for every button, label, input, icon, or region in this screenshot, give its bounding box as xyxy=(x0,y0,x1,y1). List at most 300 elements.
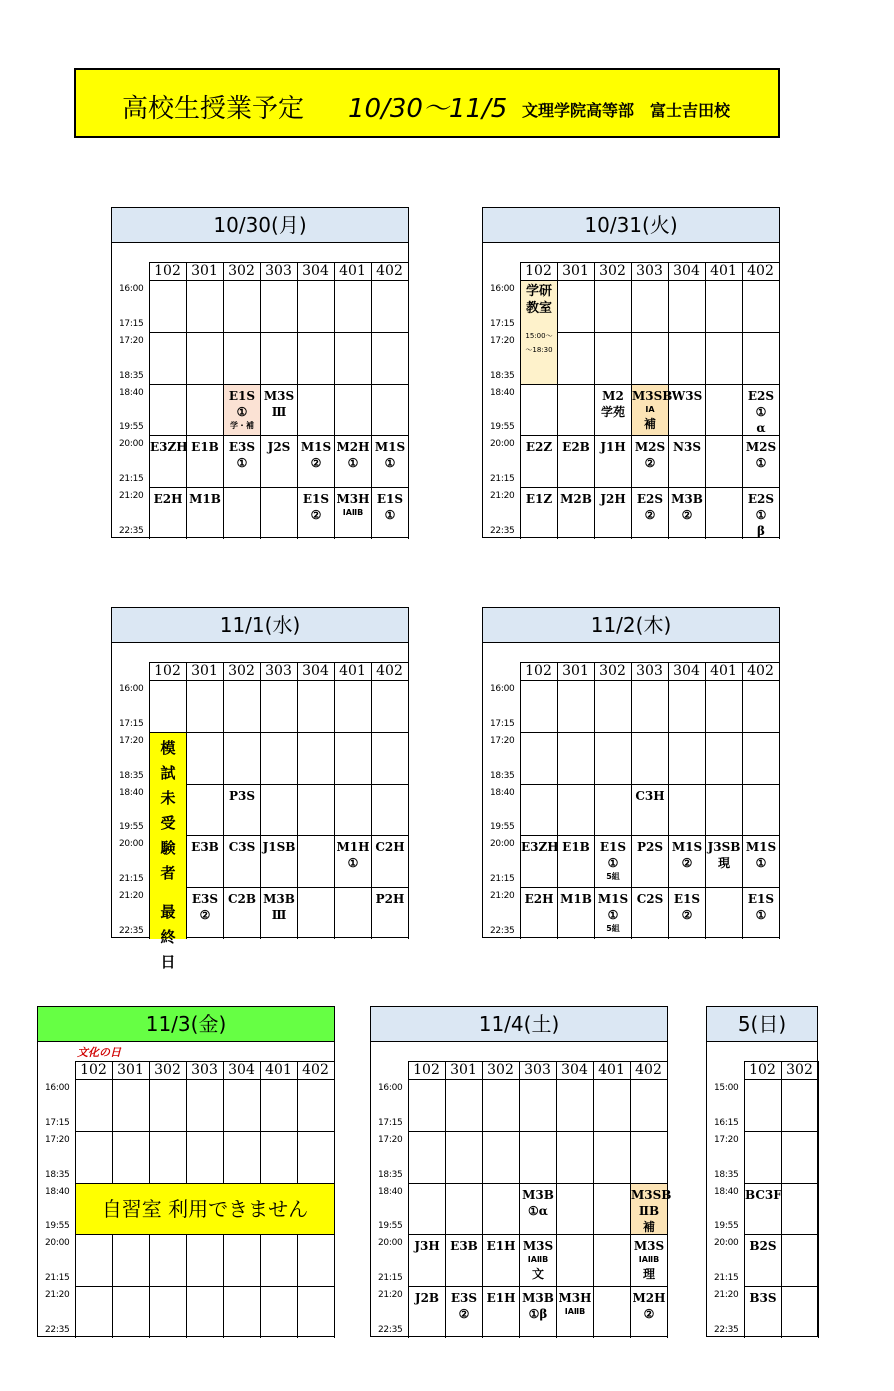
period-start-time: 18:40 xyxy=(490,387,515,398)
period-start-time: 16:00 xyxy=(119,684,144,694)
lab-classroom-note xyxy=(521,281,557,384)
class-entry-line: J1SB xyxy=(262,840,296,855)
class-entry xyxy=(187,436,223,487)
class-entry xyxy=(558,888,594,939)
class-entry xyxy=(335,436,371,487)
room-header: 301 xyxy=(562,663,589,679)
day-header: 11/1(水) xyxy=(112,608,408,643)
room-header: 402 xyxy=(635,1062,662,1078)
class-entry xyxy=(632,385,673,436)
class-entry-line: M2 xyxy=(602,388,624,403)
period-start-time: 18:40 xyxy=(45,1186,70,1197)
period-start-time: 21:20 xyxy=(490,891,515,902)
period-end-time: 18:35 xyxy=(490,770,515,781)
period-start-time: 20:00 xyxy=(378,1238,403,1249)
period-end-time: 17:15 xyxy=(45,1117,70,1128)
period-end-time: 22:35 xyxy=(45,1325,70,1335)
class-entry-line: ② xyxy=(644,508,656,523)
class-entry xyxy=(335,488,371,539)
class-entry xyxy=(409,1287,445,1338)
class-entry-line: M3B xyxy=(671,492,703,507)
class-entry xyxy=(595,836,631,887)
day-table xyxy=(37,1006,335,1337)
class-entry xyxy=(520,1287,556,1338)
class-entry-line: ① xyxy=(755,404,767,419)
class-entry-line: N3S xyxy=(673,440,701,455)
class-entry xyxy=(595,888,631,939)
class-entry-line: β xyxy=(757,524,765,539)
grid-line xyxy=(75,1234,334,1235)
lab-note-line: 教室 xyxy=(525,301,552,316)
vertical-char: 者 xyxy=(160,863,176,882)
day-table xyxy=(482,207,780,538)
class-entry-line: J2H xyxy=(600,492,626,507)
class-entry-line: 5組 xyxy=(606,924,620,934)
class-entry-line: E1Z xyxy=(525,492,553,507)
banner-school-name: 文理学院高等部 富士吉田校 xyxy=(522,101,731,120)
closed-notice: 自習室 利用できません xyxy=(76,1184,334,1235)
grid-line xyxy=(75,1286,334,1287)
class-entry xyxy=(150,488,186,539)
vertical-char: 終 xyxy=(160,927,176,946)
class-entry xyxy=(631,1235,667,1286)
grid-line xyxy=(705,262,706,539)
class-entry xyxy=(743,385,779,436)
class-entry xyxy=(224,836,260,887)
class-entry-line: Ⅲ xyxy=(271,404,287,419)
vertical-char: 受 xyxy=(160,813,176,832)
room-header: 302 xyxy=(228,263,255,279)
class-entry xyxy=(224,785,260,836)
class-entry-line: E2H xyxy=(524,892,554,907)
room-header: 303 xyxy=(265,663,292,679)
class-entry xyxy=(595,488,631,539)
class-entry xyxy=(187,488,223,539)
class-entry-line: ② xyxy=(458,1307,470,1322)
class-entry xyxy=(743,888,779,939)
period-start-time: 15:00 xyxy=(714,1083,739,1093)
class-entry xyxy=(372,436,408,487)
room-header: 303 xyxy=(636,263,663,279)
room-header: 301 xyxy=(450,1062,477,1078)
class-entry xyxy=(335,836,371,887)
class-entry-line: ① xyxy=(607,856,619,871)
room-header: 303 xyxy=(524,1062,551,1078)
grid-line xyxy=(520,680,779,681)
class-entry xyxy=(372,836,408,887)
class-entry-line: E1B xyxy=(191,440,219,455)
period-start-time: 20:00 xyxy=(119,439,144,450)
class-entry xyxy=(409,1235,445,1286)
room-header: 102 xyxy=(154,263,181,279)
period-start-time: 21:20 xyxy=(119,891,144,902)
period-start-time: 17:20 xyxy=(490,735,515,746)
class-entry-line: M2S xyxy=(634,440,666,455)
class-entry-line: W3S xyxy=(671,388,703,403)
class-entry-line: M3H xyxy=(558,1291,592,1306)
class-entry xyxy=(557,1287,593,1338)
class-entry-line: ① xyxy=(347,456,359,471)
class-entry-line: ⅠA xyxy=(645,404,655,414)
class-entry-line: M1H xyxy=(336,840,370,855)
class-entry-line: ② xyxy=(643,1307,655,1322)
class-entry-line: M2H xyxy=(336,440,370,455)
class-entry xyxy=(261,836,297,887)
period-end-time: 17:15 xyxy=(490,318,515,329)
day-header: 10/31(火) xyxy=(483,208,779,243)
day-table xyxy=(111,207,409,538)
class-entry-line: M1B xyxy=(189,492,221,507)
class-entry-line: E1S xyxy=(599,840,627,855)
class-entry-line: E3S xyxy=(191,892,219,907)
period-end-time: 18:35 xyxy=(119,770,144,781)
class-entry xyxy=(631,1287,667,1338)
room-header: 301 xyxy=(117,1062,144,1078)
period-start-time: 16:00 xyxy=(378,1083,403,1093)
period-start-time: 20:00 xyxy=(490,439,515,450)
class-entry-line: E3ZH xyxy=(521,840,559,855)
class-entry-line: ① xyxy=(236,404,248,419)
class-entry-line: J2S xyxy=(267,440,291,455)
grid-line xyxy=(520,280,779,281)
class-entry-line: ⅠAⅡB xyxy=(638,1255,660,1265)
class-entry xyxy=(521,488,557,539)
class-entry xyxy=(669,836,705,887)
grid-line xyxy=(149,280,408,281)
period-end-time: 19:55 xyxy=(45,1221,70,1232)
class-entry xyxy=(521,888,557,939)
period-end-time: 22:35 xyxy=(490,926,515,936)
day-table xyxy=(482,607,780,938)
period-start-time: 17:20 xyxy=(378,1134,403,1145)
grid-line xyxy=(520,332,779,333)
class-entry-line: M1S xyxy=(745,840,777,855)
class-entry-line: ① xyxy=(755,908,767,923)
class-entry-line: 文 xyxy=(531,1267,544,1282)
period-start-time: 17:20 xyxy=(714,1134,739,1145)
period-end-time: 19:55 xyxy=(119,822,144,833)
class-entry-line: J2B xyxy=(414,1291,440,1306)
grid-line xyxy=(149,332,408,333)
period-start-time: 20:00 xyxy=(714,1238,739,1249)
class-entry xyxy=(745,1235,781,1286)
room-header: 301 xyxy=(191,663,218,679)
period-end-time: 17:15 xyxy=(119,318,144,329)
class-entry xyxy=(150,436,186,487)
class-entry xyxy=(298,488,334,539)
period-start-time: 16:00 xyxy=(45,1083,70,1093)
class-entry-line: ① xyxy=(607,908,619,923)
room-header: 304 xyxy=(302,263,329,279)
grid-line xyxy=(779,662,780,939)
class-entry xyxy=(521,436,557,487)
class-entry xyxy=(669,888,705,939)
class-entry-line: ② xyxy=(199,908,211,923)
class-entry-line: E3B xyxy=(450,1239,478,1254)
room-header: 401 xyxy=(710,263,737,279)
class-entry-line: ② xyxy=(681,908,693,923)
room-header: 102 xyxy=(525,263,552,279)
grid-line xyxy=(818,1061,819,1338)
class-entry-line: M3S xyxy=(522,1239,554,1254)
period-start-time: 21:20 xyxy=(490,491,515,502)
lab-note-time: 15:00〜 xyxy=(525,332,553,340)
period-end-time: 22:35 xyxy=(119,926,144,936)
class-entry xyxy=(372,488,408,539)
class-entry-line: E2S xyxy=(747,492,775,507)
period-start-time: 16:00 xyxy=(490,284,515,294)
class-entry-line: B3S xyxy=(749,1291,777,1306)
class-entry-line: C2S xyxy=(636,892,664,907)
class-entry xyxy=(520,1184,556,1235)
period-end-time: 19:55 xyxy=(714,1221,739,1232)
room-header: 102 xyxy=(749,1062,776,1078)
class-entry-line: C3H xyxy=(635,788,665,803)
period-end-time: 21:15 xyxy=(490,874,515,885)
room-header: 402 xyxy=(376,663,403,679)
class-entry-line: ② xyxy=(310,456,322,471)
class-entry-line: E3S xyxy=(450,1291,478,1306)
exam-vertical-note xyxy=(150,733,186,971)
class-entry-line: E3S xyxy=(228,440,256,455)
period-start-time: 21:20 xyxy=(119,491,144,502)
period-end-time: 22:35 xyxy=(490,526,515,536)
room-header: 102 xyxy=(80,1062,107,1078)
room-header: 301 xyxy=(562,263,589,279)
class-entry xyxy=(743,836,779,887)
room-header: 303 xyxy=(265,263,292,279)
day-table xyxy=(706,1006,818,1337)
room-header: 102 xyxy=(525,663,552,679)
class-entry xyxy=(483,1287,519,1338)
period-end-time: 18:35 xyxy=(714,1169,739,1180)
class-entry xyxy=(595,385,631,436)
class-entry xyxy=(558,436,594,487)
class-entry-line: E3ZH xyxy=(150,440,188,455)
class-entry-line: P2S xyxy=(636,840,664,855)
class-entry-line: ① xyxy=(384,508,396,523)
class-entry-line: ② xyxy=(644,456,656,471)
period-end-time: 21:15 xyxy=(378,1273,403,1284)
room-header: 304 xyxy=(673,663,700,679)
class-entry xyxy=(669,488,705,539)
class-entry-line: ① xyxy=(755,856,767,871)
class-entry-line: ①β xyxy=(528,1307,548,1322)
class-entry xyxy=(632,888,668,939)
class-entry-line: ① xyxy=(384,456,396,471)
period-end-time: 17:15 xyxy=(378,1117,403,1128)
class-entry-line: E2Z xyxy=(525,440,553,455)
class-entry-line: M1B xyxy=(560,892,592,907)
room-header: 304 xyxy=(561,1062,588,1078)
class-entry xyxy=(743,488,779,539)
class-entry xyxy=(187,836,223,887)
class-entry xyxy=(298,436,334,487)
class-entry-line: 理 xyxy=(642,1267,655,1282)
class-entry-line: E1S xyxy=(376,492,404,507)
class-entry-line: 学・補 xyxy=(230,420,254,430)
period-end-time: 17:15 xyxy=(490,718,515,729)
period-start-time: 18:40 xyxy=(119,787,144,798)
class-entry-line: E1S xyxy=(673,892,701,907)
class-entry-line: J3H xyxy=(414,1239,440,1254)
class-entry xyxy=(745,1184,781,1235)
class-entry-line: 学苑 xyxy=(600,404,625,419)
class-entry xyxy=(632,836,668,887)
class-entry xyxy=(483,1235,519,1286)
period-end-time: 19:55 xyxy=(490,822,515,833)
class-entry-line: 補 xyxy=(643,416,656,431)
banner-date-range: 10/30〜11/5 xyxy=(348,94,508,124)
room-header: 301 xyxy=(191,263,218,279)
class-entry-line: ① xyxy=(755,508,767,523)
grid-line xyxy=(334,662,335,939)
class-entry-line: ② xyxy=(681,508,693,523)
class-entry-line: ① xyxy=(236,456,248,471)
period-start-time: 20:00 xyxy=(490,839,515,850)
period-start-time: 21:20 xyxy=(45,1290,70,1301)
period-start-time: 18:40 xyxy=(714,1186,739,1197)
class-entry-line: E1S xyxy=(302,492,330,507)
class-entry-line: E1H xyxy=(486,1291,516,1306)
grid-line xyxy=(779,262,780,539)
class-entry xyxy=(446,1287,482,1338)
class-entry-line: 補 xyxy=(642,1219,655,1234)
class-entry-line: M3H xyxy=(336,492,370,507)
class-entry xyxy=(669,436,705,487)
lab-note-time: 〜18:30 xyxy=(525,346,553,354)
class-entry-line: E2H xyxy=(153,492,183,507)
vertical-char: 試 xyxy=(160,763,176,782)
day-table xyxy=(111,607,409,971)
class-entry-line: ② xyxy=(310,508,322,523)
room-header: 302 xyxy=(786,1062,813,1078)
class-entry-line: α xyxy=(756,420,766,435)
period-end-time: 19:55 xyxy=(490,422,515,433)
class-entry-line: E1B xyxy=(562,840,590,855)
class-entry-line: BC3F xyxy=(745,1187,782,1202)
class-entry xyxy=(224,385,260,436)
class-entry-line: ⅠAⅡB xyxy=(342,508,364,518)
class-entry-line: ⅠAⅡB xyxy=(564,1307,586,1317)
room-header: 304 xyxy=(302,663,329,679)
class-entry-line: ⅠAⅡB xyxy=(527,1255,549,1265)
class-entry xyxy=(706,836,742,887)
room-header: 304 xyxy=(228,1062,255,1078)
class-entry xyxy=(745,1287,781,1338)
vertical-char xyxy=(150,886,186,900)
class-entry-line: M3B xyxy=(522,1187,554,1202)
class-entry-line: M3S xyxy=(263,388,295,403)
period-start-time: 17:20 xyxy=(490,335,515,346)
period-end-time: 19:55 xyxy=(378,1221,403,1232)
class-entry-line: E2B xyxy=(562,440,590,455)
room-header: 401 xyxy=(339,263,366,279)
period-start-time: 18:40 xyxy=(378,1186,403,1197)
class-entry-line: M3B xyxy=(263,892,295,907)
class-entry xyxy=(632,488,668,539)
period-start-time: 18:40 xyxy=(119,387,144,398)
class-entry xyxy=(558,488,594,539)
class-entry-line: M1S xyxy=(374,440,406,455)
period-end-time: 21:15 xyxy=(490,474,515,485)
period-end-time: 18:35 xyxy=(490,370,515,381)
class-entry xyxy=(520,1235,556,1286)
class-entry xyxy=(261,385,297,436)
class-entry xyxy=(446,1235,482,1286)
room-header: 302 xyxy=(599,663,626,679)
class-entry-line: E2S xyxy=(747,388,775,403)
banner-title: 高校生授業予定 xyxy=(122,94,305,124)
room-header: 402 xyxy=(747,263,774,279)
class-entry-line: P2H xyxy=(375,892,405,907)
room-header: 302 xyxy=(487,1062,514,1078)
class-entry-line: E3B xyxy=(191,840,219,855)
vertical-char: 験 xyxy=(160,838,176,857)
class-entry-line: M1S xyxy=(671,840,703,855)
class-entry-line: ① xyxy=(755,456,767,471)
room-header: 401 xyxy=(598,1062,625,1078)
grid-line xyxy=(705,662,706,939)
day-header: 11/2(木) xyxy=(483,608,779,643)
period-start-time: 21:20 xyxy=(378,1290,403,1301)
period-start-time: 21:20 xyxy=(714,1290,739,1301)
grid-line xyxy=(75,1079,334,1080)
period-end-time: 18:35 xyxy=(378,1169,403,1180)
class-entry-line: 現 xyxy=(717,856,730,871)
period-start-time: 16:00 xyxy=(490,684,515,694)
room-header: 302 xyxy=(154,1062,181,1078)
period-start-time: 17:20 xyxy=(119,735,144,746)
day-table xyxy=(370,1006,672,1337)
room-header: 402 xyxy=(376,263,403,279)
grid-line xyxy=(408,662,409,939)
room-header: 302 xyxy=(599,263,626,279)
period-end-time: 16:15 xyxy=(714,1117,739,1128)
period-end-time: 19:55 xyxy=(119,422,144,433)
period-end-time: 21:15 xyxy=(119,874,144,885)
period-end-time: 22:35 xyxy=(119,526,144,536)
class-entry xyxy=(261,436,297,487)
grid-line xyxy=(334,1061,335,1338)
class-entry-line: C2B xyxy=(227,892,257,907)
room-header: 401 xyxy=(710,663,737,679)
period-end-time: 22:35 xyxy=(714,1325,739,1335)
period-end-time: 21:15 xyxy=(45,1273,70,1284)
period-end-time: 18:35 xyxy=(119,370,144,381)
grid-line xyxy=(408,1079,667,1080)
class-entry-line: ① xyxy=(347,856,359,871)
grid-line xyxy=(408,262,409,539)
class-entry-line: ⅡB xyxy=(638,1203,660,1218)
grid-line xyxy=(297,662,298,939)
grid-line xyxy=(149,784,408,785)
vertical-char: 未 xyxy=(160,788,176,807)
period-end-time: 21:15 xyxy=(714,1273,739,1284)
class-entry-line: M1S xyxy=(597,892,629,907)
grid-line xyxy=(75,1131,334,1132)
class-entry-line: J3SB xyxy=(707,840,741,855)
grid-line xyxy=(149,732,408,733)
class-entry-line: ①α xyxy=(528,1203,548,1218)
period-start-time: 16:00 xyxy=(119,284,144,294)
class-entry xyxy=(224,888,260,939)
vertical-char: 最 xyxy=(160,902,176,921)
class-entry-line: M3SB xyxy=(631,1187,672,1202)
period-start-time: 17:20 xyxy=(119,335,144,346)
class-entry-line: E2S xyxy=(636,492,664,507)
period-end-time: 21:15 xyxy=(119,474,144,485)
